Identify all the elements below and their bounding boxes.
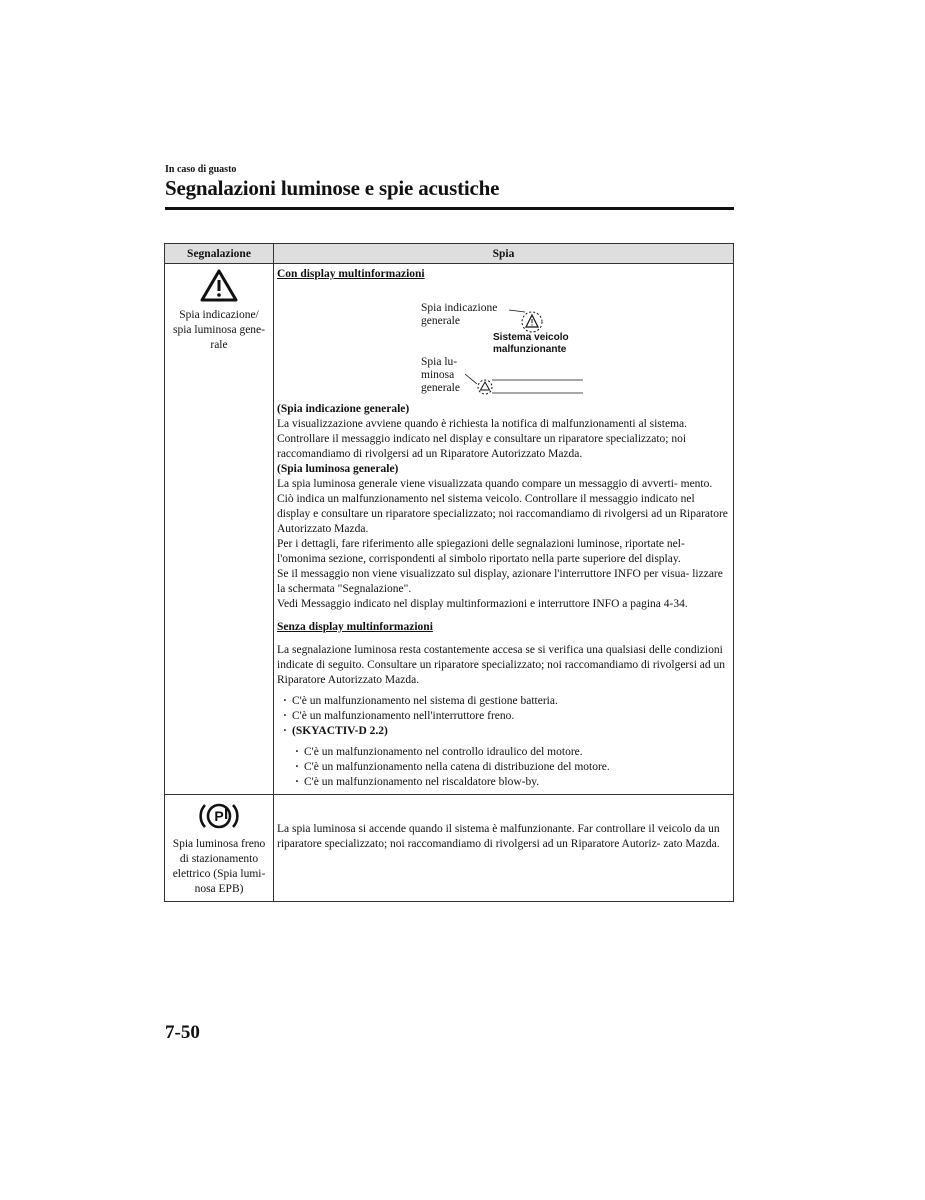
- table-header-row: [165, 244, 734, 264]
- light-text-3: Per i dettagli, fare riferimento alle spiegazioni delle segnalazioni luminose, riportate nel- l'omonima sezione, corrispondenti al simbolo riportato nella parte superiore del display.: [277, 538, 685, 565]
- diagram-label-indicator: Spia indicazione generale: [421, 302, 498, 327]
- light-text-2: Ciò indica un malfunzionamento nel sistema veicolo. Controllare il messaggio indicato nel display e consultare un riparatore specializzato; noi raccomandiamo di rivolgersi ad un Riparatore Autorizzato Mazda.: [277, 493, 728, 535]
- light-text-1: La spia luminosa generale viene visualizzata quando compare un messaggio di avverti- mento.: [277, 478, 713, 490]
- signal-label: Spia luminosa freno di stazionamento elettrico (Spia lumi- nosa EPB): [172, 838, 266, 895]
- with-display-heading: Con display multinformazioni: [277, 268, 425, 280]
- description-cell: [274, 795, 734, 902]
- without-display-text: La segnalazione luminosa resta costantemente accesa se si verifica una qualsiasi delle condizioni indicate di seguito. Consultare un riparatore specializzato; noi raccomandiamo di rivolgersi ad un Riparatore Autorizzato Mazda.: [277, 644, 726, 686]
- without-display-heading: Senza display multinformazioni: [277, 621, 433, 633]
- epb-text: La spia luminosa si accende quando il sistema è malfunzionante. Far controllare il veicolo da un riparatore specializzato; noi raccomandiamo di rivolgersi ad un Riparatore Autoriz- zato Mazda.: [277, 823, 720, 850]
- svg-text:P: P: [214, 808, 224, 824]
- signal-cell: [165, 264, 274, 795]
- condition-list: [277, 694, 729, 739]
- signal-cell: [165, 795, 274, 902]
- list-item: · (SKYACTIV-D 2.2): [283, 724, 729, 739]
- list-item: · C'è un malfunzionamento nella catena di distribuzione del motore.: [295, 760, 729, 775]
- list-item: · C'è un malfunzionamento nell'interruttore freno.: [283, 709, 729, 724]
- indicator-text: La visualizzazione avviene quando è richiesta la notifica di malfunzionamenti al sistema. Controllare il messaggio indicato nel display e consultare un riparatore specializzato; noi raccomandiamo di rivolgersi ad un Riparatore Autorizzato Mazda.: [277, 418, 688, 460]
- diagram-message: Sistema veicolo malfunzionante: [493, 332, 569, 355]
- table-row: [165, 264, 734, 795]
- title-rule: [165, 207, 734, 210]
- indicator-heading: (Spia indicazione generale): [277, 403, 410, 415]
- light-text-4: Se il messaggio non viene visualizzato sul display, azionare l'interruttore INFO per visua- lizzare la schermata "Segnalazione".: [277, 568, 723, 595]
- column-header-segnalazione: Segnalazione: [165, 244, 274, 264]
- parking-brake-p-icon: [199, 799, 239, 833]
- list-item: · C'è un malfunzionamento nel riscaldatore blow-by.: [295, 775, 729, 790]
- diagram-label-light: Spia lu- minosa generale: [421, 356, 460, 394]
- column-header-spia: Spia: [274, 244, 734, 264]
- table-row: [165, 795, 734, 902]
- page-title: Segnalazioni luminose e spie acustiche: [165, 176, 500, 200]
- section-label: In caso di guasto: [165, 164, 237, 175]
- light-heading: (Spia luminosa generale): [277, 463, 399, 475]
- list-item: · C'è un malfunzionamento nel sistema di gestione batteria.: [283, 694, 729, 709]
- sub-condition-list: [277, 745, 729, 790]
- warning-triangle-icon: [199, 268, 239, 304]
- signal-label: Spia indicazione/ spia luminosa gene- rale: [173, 309, 265, 351]
- page-number: 7-50: [165, 1022, 200, 1043]
- display-diagram: [277, 282, 729, 402]
- warning-lights-table: [164, 243, 734, 902]
- light-text-5: Vedi Messaggio indicato nel display multinformazioni e interruttore INFO a pagina 4-34.: [277, 598, 688, 610]
- list-item: · C'è un malfunzionamento nel controllo idraulico del motore.: [295, 745, 729, 760]
- description-cell: [274, 264, 734, 795]
